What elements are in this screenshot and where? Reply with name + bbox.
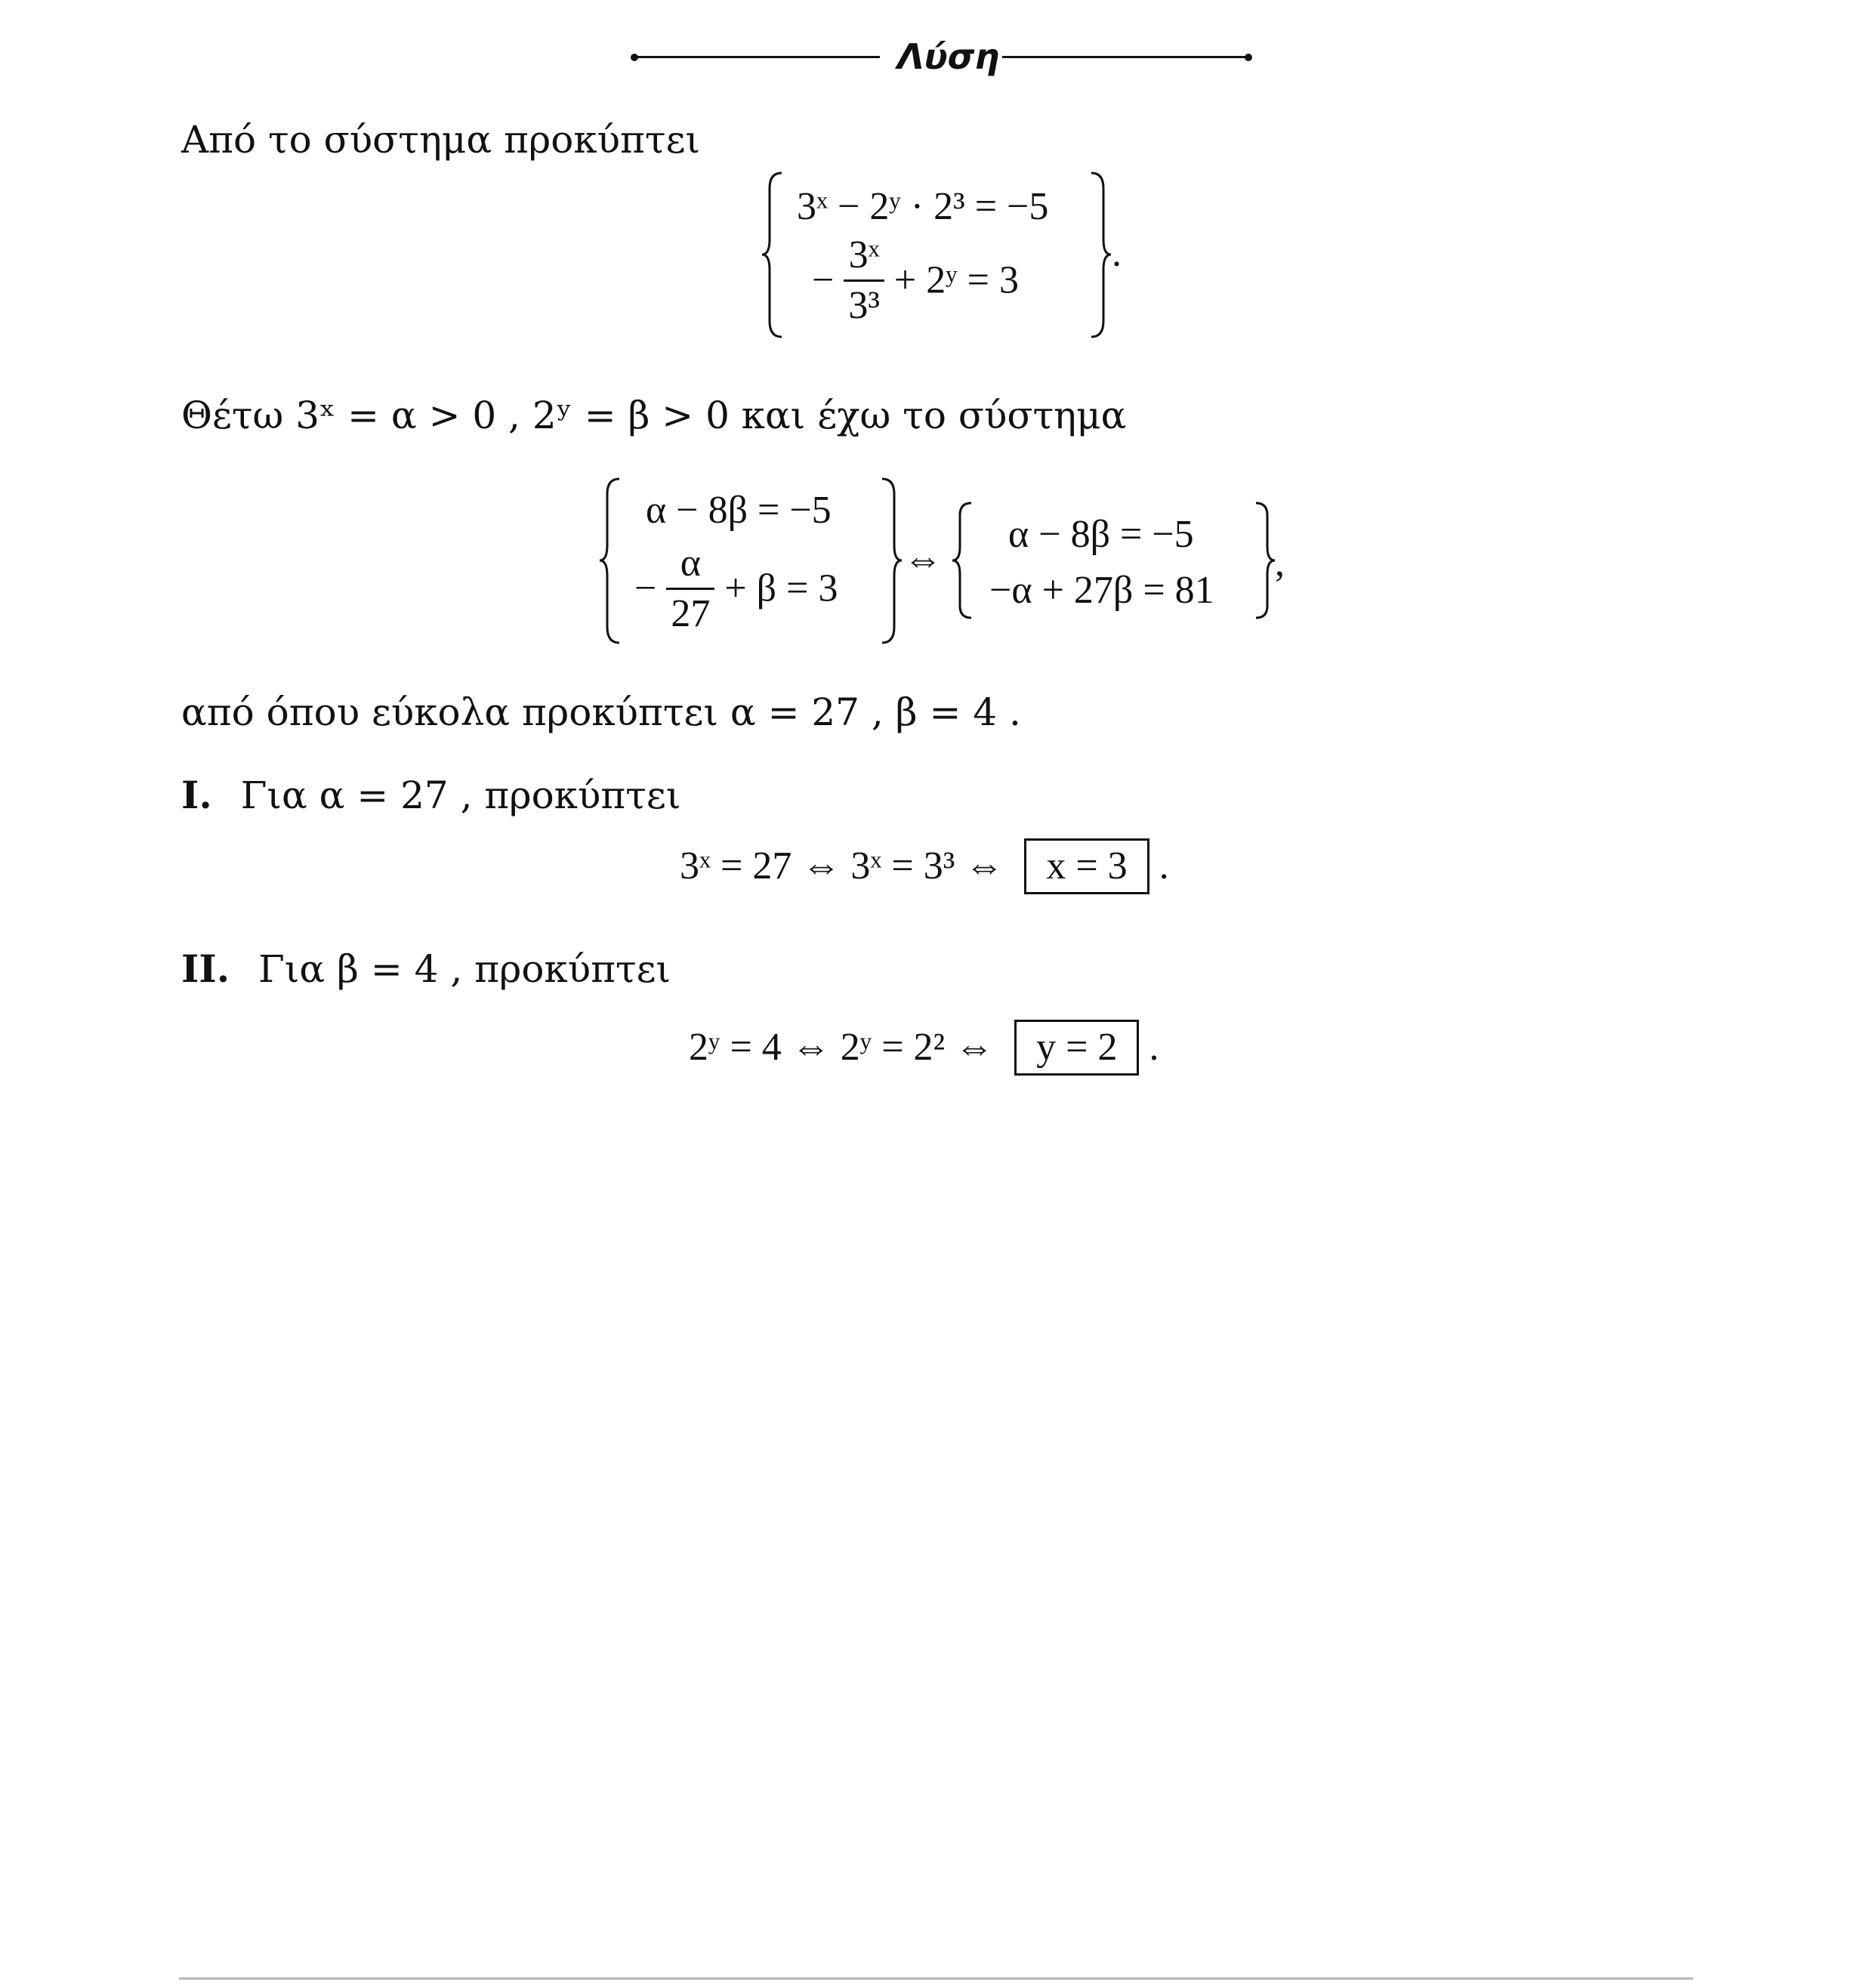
system1-fraction [844, 233, 884, 327]
system1-right-brace [1084, 170, 1114, 340]
paragraph-solution: από όπου εύκολα προκύπτει α = 27 , β = 4 . [181, 690, 1021, 734]
system1-eq2-minus: − [812, 258, 835, 302]
system1-end-period: . [1112, 232, 1122, 275]
section-title: Λύση [897, 36, 1000, 77]
case1-answer-box: x = 3 [1024, 838, 1149, 894]
header-rule-right [1002, 56, 1248, 58]
system1-left-brace [759, 170, 789, 340]
system2-right-eq1: α − 8β = −5 [1008, 513, 1194, 556]
system2-left-eq1: α − 8β = −5 [646, 489, 832, 532]
header-rule-right-dot [1245, 54, 1252, 61]
system2-fraction-denominator: 27 [671, 592, 711, 635]
case2-text: Για β = 4 , προκύπτει [258, 947, 671, 991]
footer-rule [179, 1977, 1693, 1980]
system2-right-eq2: −α + 27β = 81 [989, 569, 1214, 612]
system1-fraction-numerator: 3ˣ [844, 236, 884, 282]
case1-line [181, 773, 681, 817]
system1-fraction-denominator: 3³ [848, 284, 880, 327]
system1-eq1: 3ˣ − 2ʸ · 2³ = −5 [797, 185, 1049, 228]
system2-left-eq2-minus: − [634, 566, 657, 610]
system2-fraction-numerator: α [666, 544, 714, 590]
system2-right-brace-close [1250, 500, 1277, 621]
system2-left-brace-close [875, 476, 905, 646]
case2-end-period: . [1149, 1026, 1159, 1069]
case1-end-period: . [1159, 844, 1169, 888]
system2-right-brace-open [950, 500, 977, 621]
case1-label: I. [181, 773, 212, 817]
case2-line [181, 946, 671, 991]
system1-eq2 [812, 233, 1020, 327]
case2-answer-box: y = 2 [1014, 1020, 1139, 1076]
system1-eq2-rest: + 2ʸ = 3 [893, 258, 1020, 302]
system2-left-eq2-rest: + β = 3 [724, 566, 838, 610]
system2-equivalence: ⇔ [903, 538, 943, 581]
paragraph-substitution: Θέτω 3ˣ = α > 0 , 2ʸ = β > 0 και έχω το σύστημα [181, 394, 1127, 437]
system2-left-brace-open [597, 476, 627, 646]
case2-equation [689, 1020, 1159, 1076]
paragraph-intro: Από το σύστημα προκύπτει [181, 118, 701, 162]
header-rule-left [634, 56, 880, 58]
case1-eq: 3ˣ = 27 ⇔ 3ˣ = 3³ ⇔ [680, 844, 1004, 888]
system2-end-comma: , [1275, 542, 1285, 585]
case1-equation [680, 838, 1169, 894]
system2-fraction [666, 544, 714, 634]
case2-eq: 2ʸ = 4 ⇔ 2ʸ = 2² ⇔ [689, 1026, 995, 1069]
case2-label: II. [181, 946, 230, 991]
system2-left-eq2 [634, 544, 838, 634]
case1-text: Για α = 27 , προκύπτει [240, 773, 681, 817]
